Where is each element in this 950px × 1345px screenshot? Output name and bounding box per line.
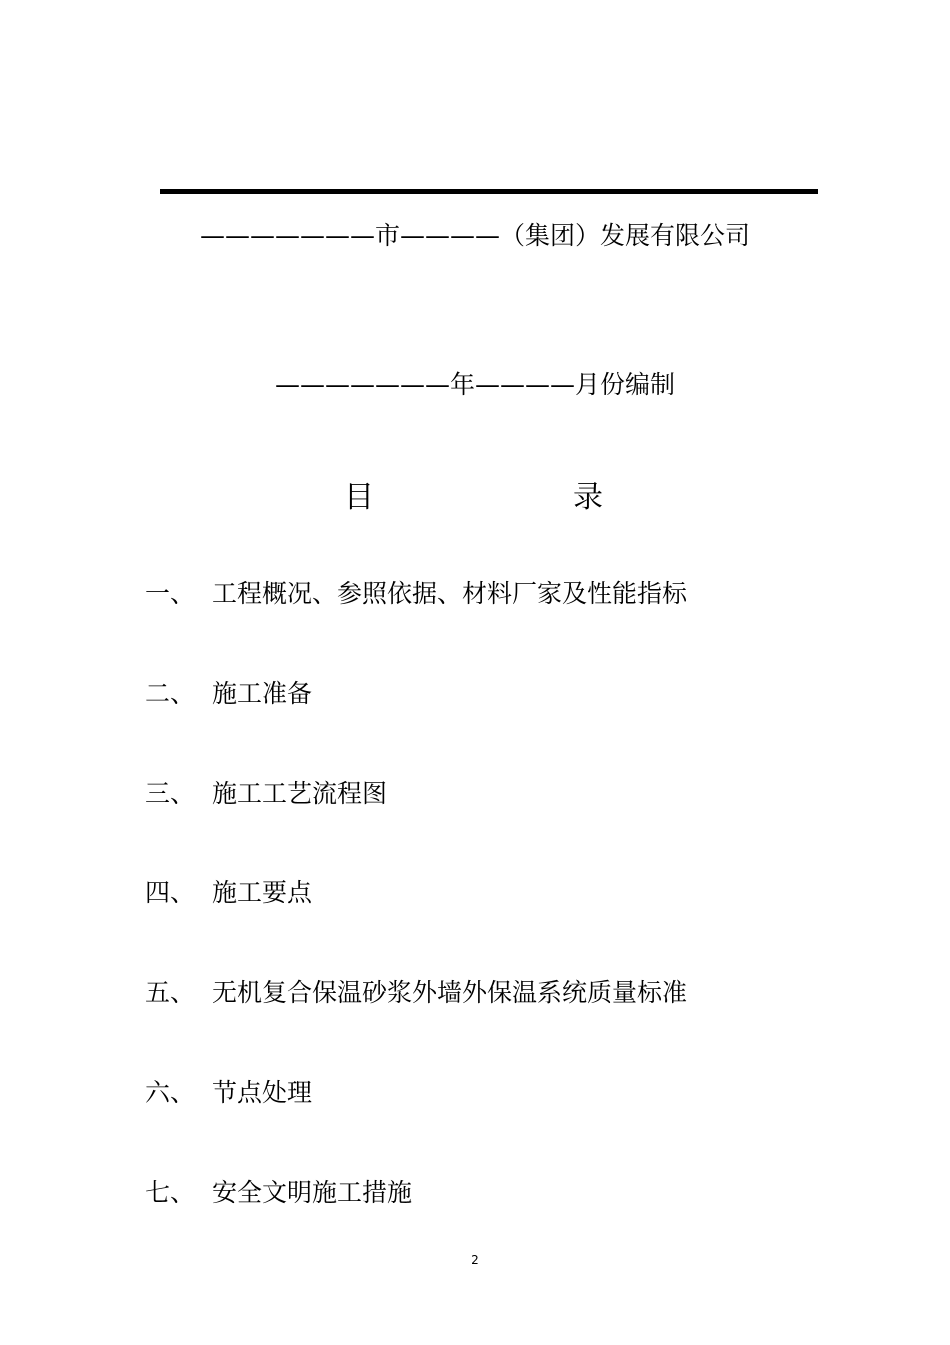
toc-item-number: 四、 [145,878,196,907]
toc-item-number: 三、 [145,779,196,808]
page-number: 2 [471,1253,479,1267]
toc-item-number: 七、 [145,1178,196,1207]
toc-heading-left: 目 [344,480,374,515]
compile-date: ———————年————月份编制 [274,370,675,399]
toc-item-number: 六、 [145,1078,196,1107]
toc-item-title: 施工要点 [212,878,313,907]
toc-item-title: 工程概况、参照依据、材料厂家及性能指标 [212,579,688,608]
toc-item-number: 一、 [145,579,196,608]
toc-heading [0,480,950,516]
toc-heading-right: 录 [573,480,603,515]
toc-item-title: 安全文明施工措施 [212,1178,413,1207]
toc-item-title: 无机复合保温砂浆外墙外保温系统质量标准 [212,978,688,1007]
toc-item-title: 节点处理 [212,1078,313,1107]
toc-item-number: 五、 [145,978,196,1007]
toc-item-title: 施工工艺流程图 [212,779,388,808]
company-name: ———————市————（集团）发展有限公司 [199,221,750,250]
toc-item-title: 施工准备 [212,679,313,708]
header-rule [160,189,818,194]
toc-item-number: 二、 [145,679,196,708]
